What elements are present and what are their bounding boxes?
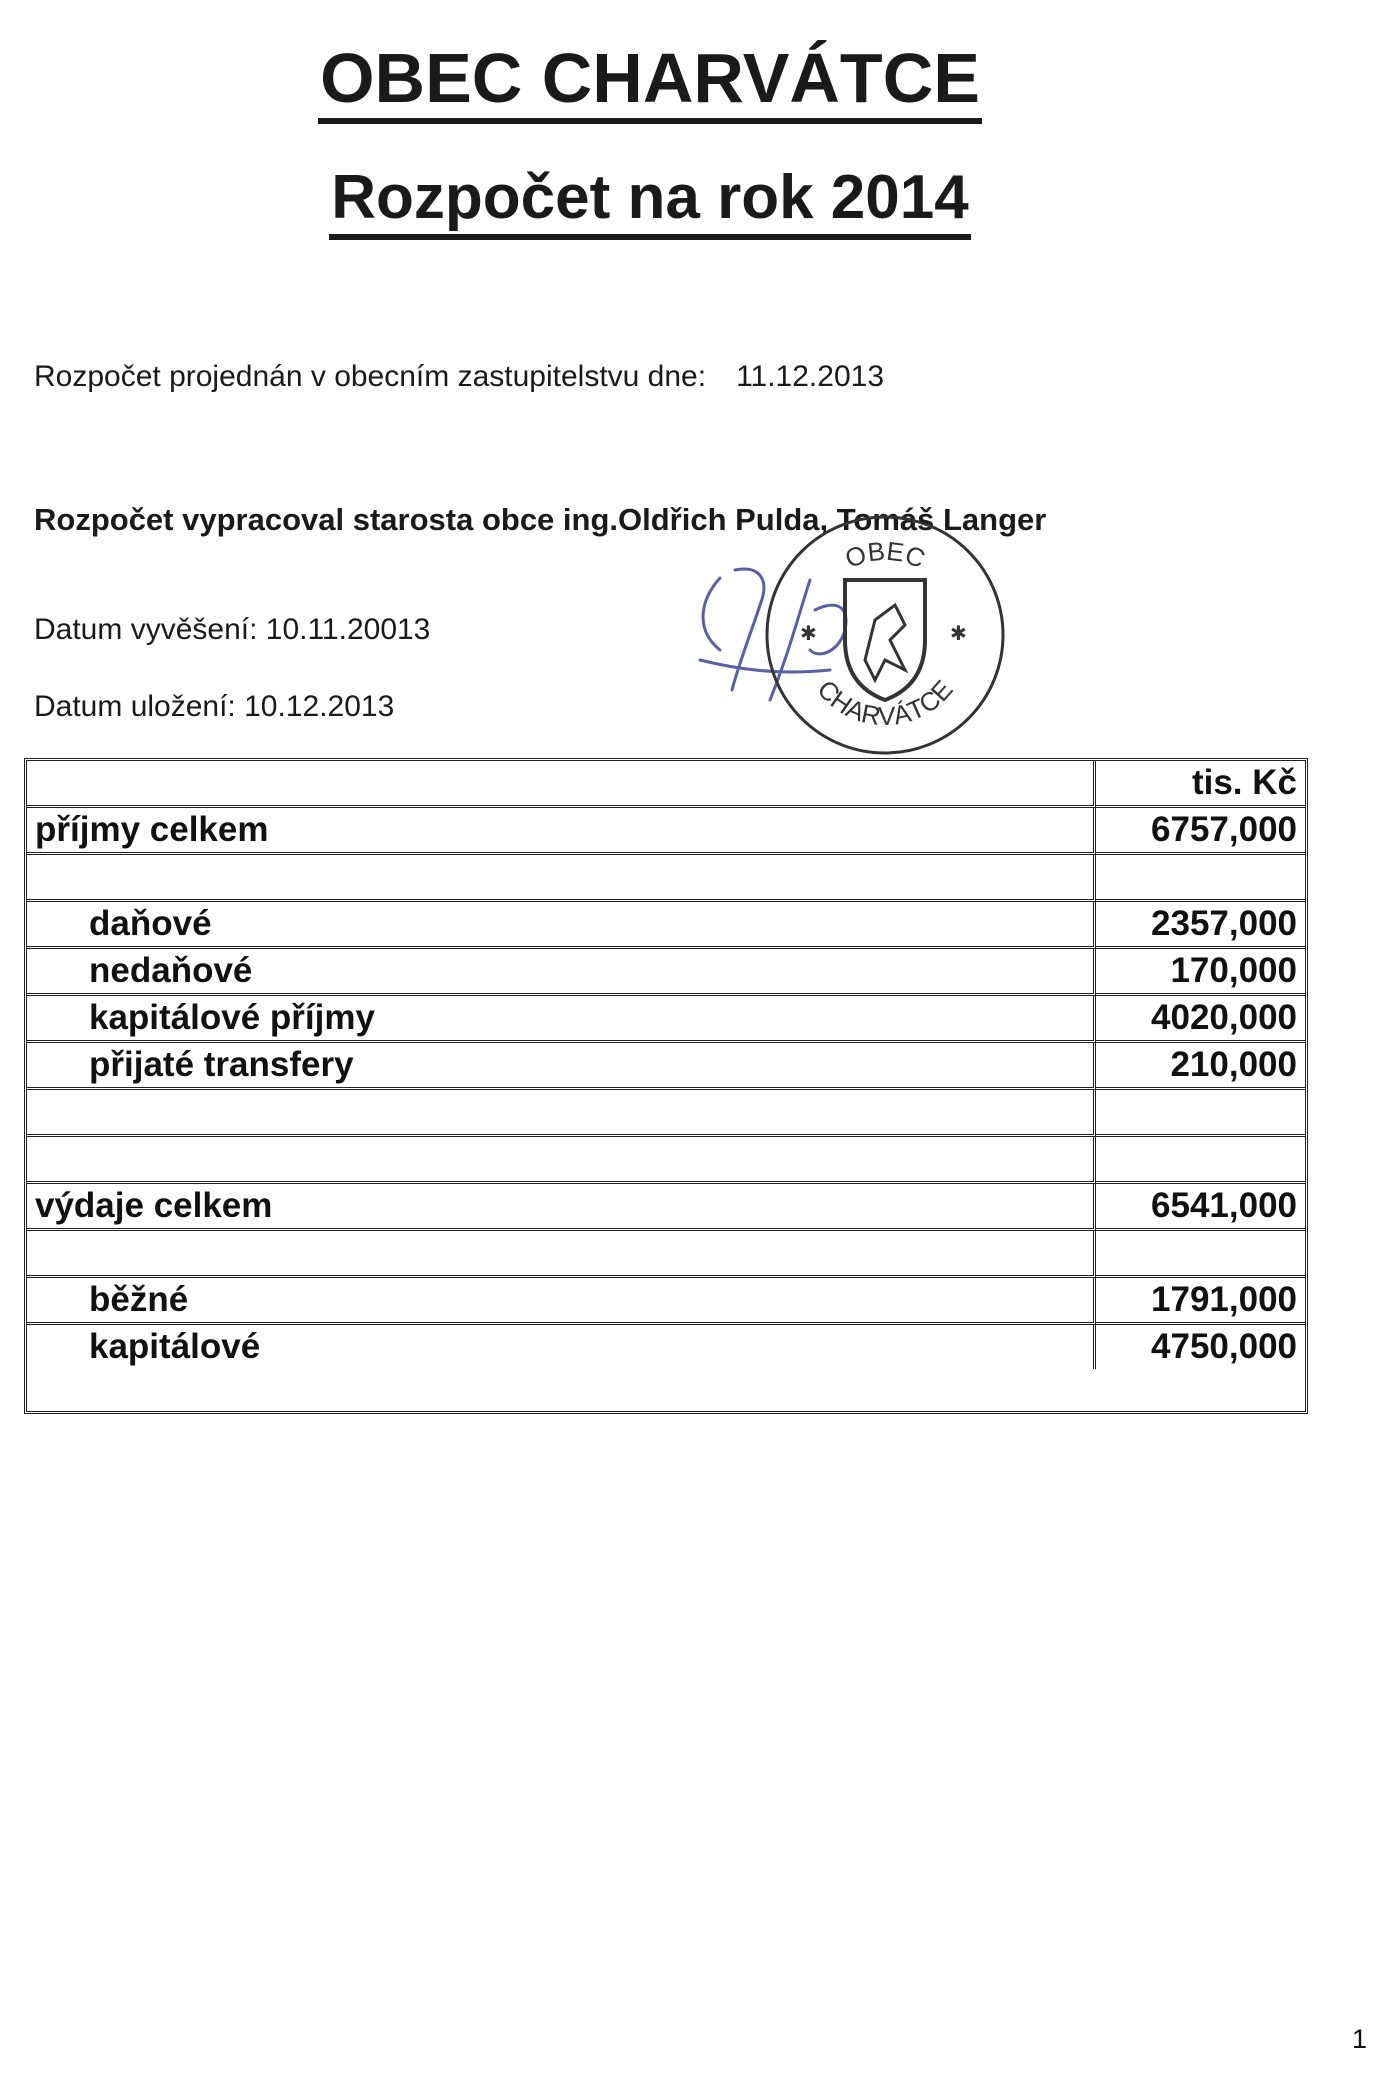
row-value [1096,1090,1305,1137]
budget-table [24,758,1308,1414]
official-stamp [660,510,1040,760]
row-value: 4020,000 [1096,996,1305,1043]
stored-date: 10.12.2013 [244,690,395,723]
stamp-top-text: OBEC [840,535,930,574]
row-value: 6757,000 [1096,808,1305,855]
table-row [27,1184,1305,1231]
posted-label: Datum vyvěšení: [34,613,258,646]
prepared-by: Rozpočet vypracoval starosta obce ing.Oldřich Pulda, Tomáš Langer [34,502,1047,537]
municipality-title: OBEC CHARVÁTCE [0,38,1300,124]
budget-title: Rozpočet na rok 2014 [0,162,1300,240]
row-label: daňové [27,902,1096,949]
lion-icon [865,605,905,680]
row-value: 1791,000 [1096,1278,1305,1325]
table-row [27,1090,1305,1137]
table-row [27,1325,1305,1369]
row-value [1096,855,1305,902]
table-row [27,1231,1305,1278]
row-label [27,1137,1096,1184]
table-row [27,761,1305,808]
stamp-bottom-text: CHARVÁTCE [811,674,959,732]
discussed-label: Rozpočet projednán v obecním zastupitelstvu dne: [34,360,707,393]
row-value [1096,1231,1305,1278]
row-value: 170,000 [1096,949,1305,996]
row-label: běžné [27,1278,1096,1325]
row-label: přijaté transfery [27,1043,1096,1090]
row-label: nedaňové [27,949,1096,996]
table-row [27,1043,1305,1090]
table-row [27,996,1305,1043]
row-label: kapitálové [27,1325,1096,1369]
discussed-line [34,360,884,394]
coat-of-arms-icon [845,580,925,700]
star-left-icon: ✱ [800,623,817,645]
table-row [27,949,1305,996]
row-value: 210,000 [1096,1043,1305,1090]
table-row [27,902,1305,949]
row-label: výdaje celkem [27,1184,1096,1231]
table-row [27,1137,1305,1184]
discussed-date: 11.12.2013 [736,360,884,393]
row-value: 4750,000 [1151,1327,1297,1366]
stored-label: Datum uložení: [34,690,236,723]
posted-date: 10.11.20013 [265,613,431,646]
posted-line [34,613,430,647]
row-label [27,1231,1096,1278]
stored-line [34,690,394,724]
table-row [27,1278,1305,1325]
row-value: 2357,000 [1096,902,1305,949]
page-number: 1 [1352,2024,1368,2054]
star-right-icon: ✱ [950,623,967,645]
unit-header: tis. Kč [1096,761,1305,808]
row-value: 6541,000 [1096,1184,1305,1231]
row-label: příjmy celkem [27,808,1096,855]
row-label: kapitálové příjmy [27,996,1096,1043]
row-value [1096,1137,1305,1184]
row-label [27,1090,1096,1137]
row-label [27,855,1096,902]
row-label [27,761,1096,808]
signature [700,569,846,700]
table-row [27,808,1305,855]
table-row [27,855,1305,902]
